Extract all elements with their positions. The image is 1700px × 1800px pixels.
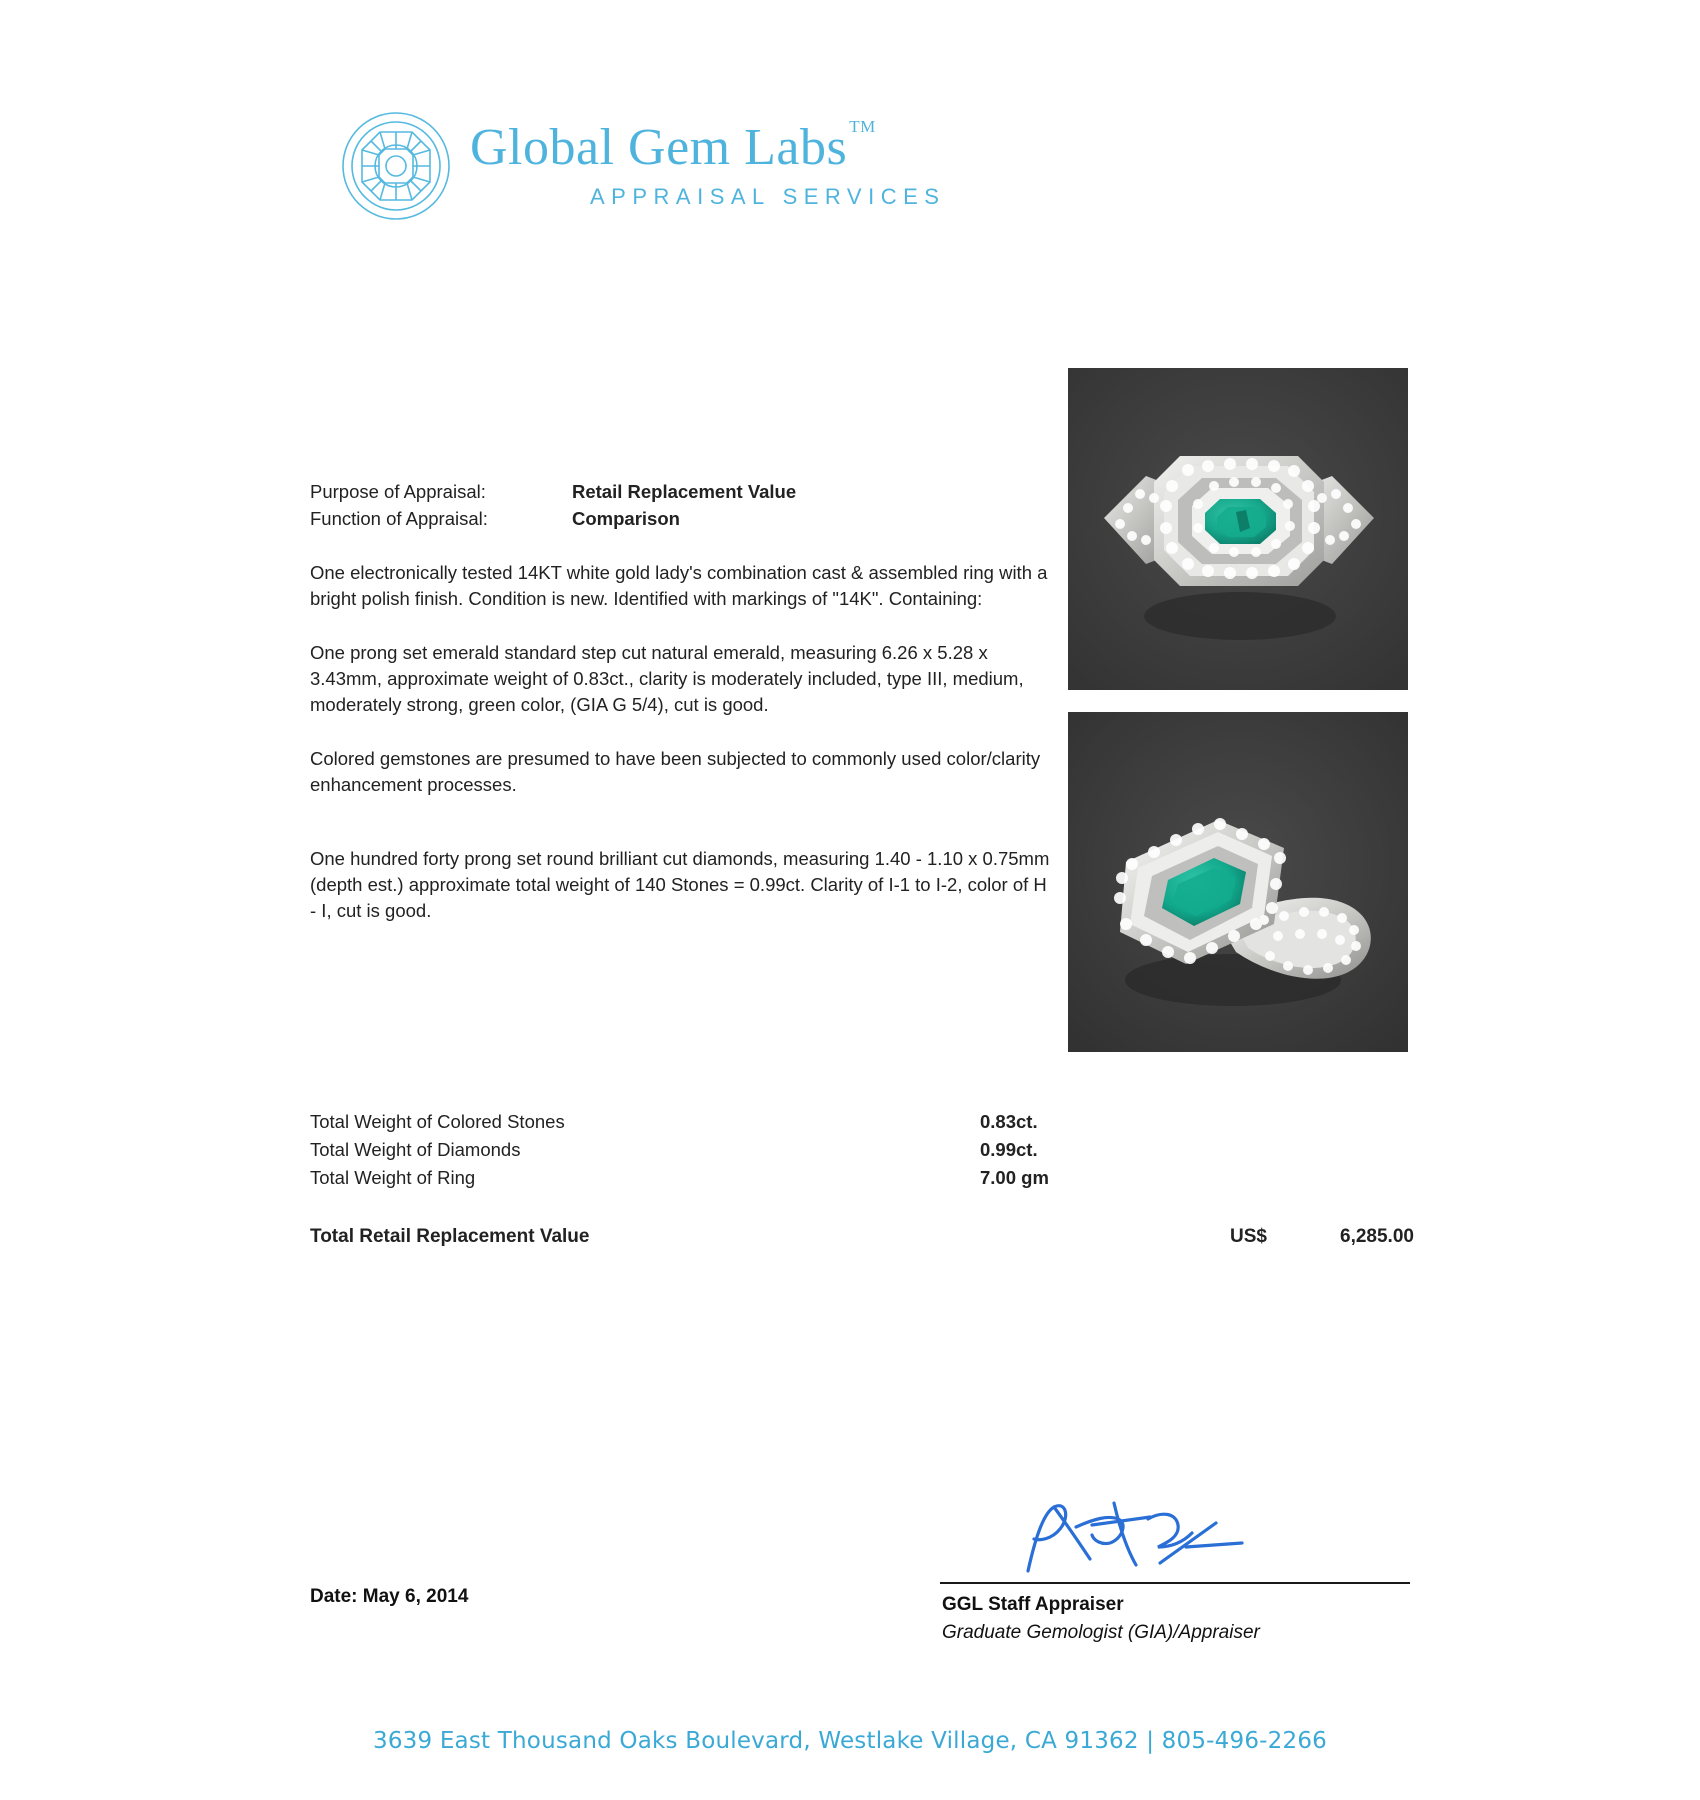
total-label: Total Weight of Diamonds [310,1139,521,1160]
grand-total-value: 6,285.00 [1340,1226,1414,1247]
description-paragraph-2: One prong set emerald standard step cut natural emerald, measuring 6.26 x 5.28 x 3.43mm, approximate weight of 0.83ct., clarity is moderately included, type III, medium, moderately strong, green color, (GIA G 5/4), cut is good. [310,642,1024,715]
description-paragraph-1: One electronically tested 14KT white gold lady's combination cast & assembled ring with a bright polish finish. Condition is new. Identified with markings of "14K". Containing: [310,562,1048,609]
function-label: Function of Appraisal: [310,508,488,529]
appraisal-details [310,478,1050,924]
handwritten-signature [1010,1485,1270,1585]
table-row [310,1164,1400,1192]
brand-subtitle: APPRAISAL SERVICES [590,184,946,209]
footer-contact: 3639 East Thousand Oaks Boulevard, Westlake Village, CA 91362 | 805-496-2266 [372,1728,1327,1754]
totals-section [310,1108,1414,1248]
grand-total-row [310,1226,1414,1248]
function-value: Comparison [572,508,680,529]
currency-label: US$ [1230,1226,1267,1247]
ring-photo-top-view [1068,368,1408,690]
brand-title [470,116,876,176]
table-row [310,1108,1400,1136]
total-value: 0.83ct. [980,1111,1038,1132]
document-header [340,110,945,222]
brand-title-text: Global Gem Labs [470,119,848,176]
purpose-value: Retail Replacement Value [572,481,797,502]
brand-block [470,110,945,210]
appraiser-title: GGL Staff Appraiser [942,1594,1124,1615]
total-value: 7.00 gm [980,1167,1049,1188]
function-row [310,505,1050,532]
trademark-symbol: TM [849,116,876,136]
purpose-row [310,478,1050,505]
round-brilliant-diamond-icon [340,110,452,222]
purpose-label: Purpose of Appraisal: [310,481,486,502]
signature-line [940,1582,1410,1584]
description-paragraph-4: One hundred forty prong set round brilliant cut diamonds, measuring 1.40 - 1.10 x 0.75mm (depth est.) approximate total weight of 140 Stones = 0.99ct. Clarity of I-1 to I-2, color of H - I, cut is good. [310,848,1050,921]
total-label: Total Weight of Colored Stones [310,1111,565,1132]
total-label: Total Weight of Ring [310,1167,476,1188]
appraiser-credentials: Graduate Gemologist (GIA)/Appraiser [942,1622,1260,1643]
grand-total-label: Total Retail Replacement Value [310,1226,590,1247]
total-value: 0.99ct. [980,1139,1038,1160]
description-paragraph-3: Colored gemstones are presumed to have been subjected to commonly used color/clarity enhancement processes. [310,748,1041,795]
appraisal-date: Date: May 6, 2014 [310,1586,469,1607]
table-row [310,1136,1400,1164]
ring-photo-angled-view [1068,712,1408,1052]
